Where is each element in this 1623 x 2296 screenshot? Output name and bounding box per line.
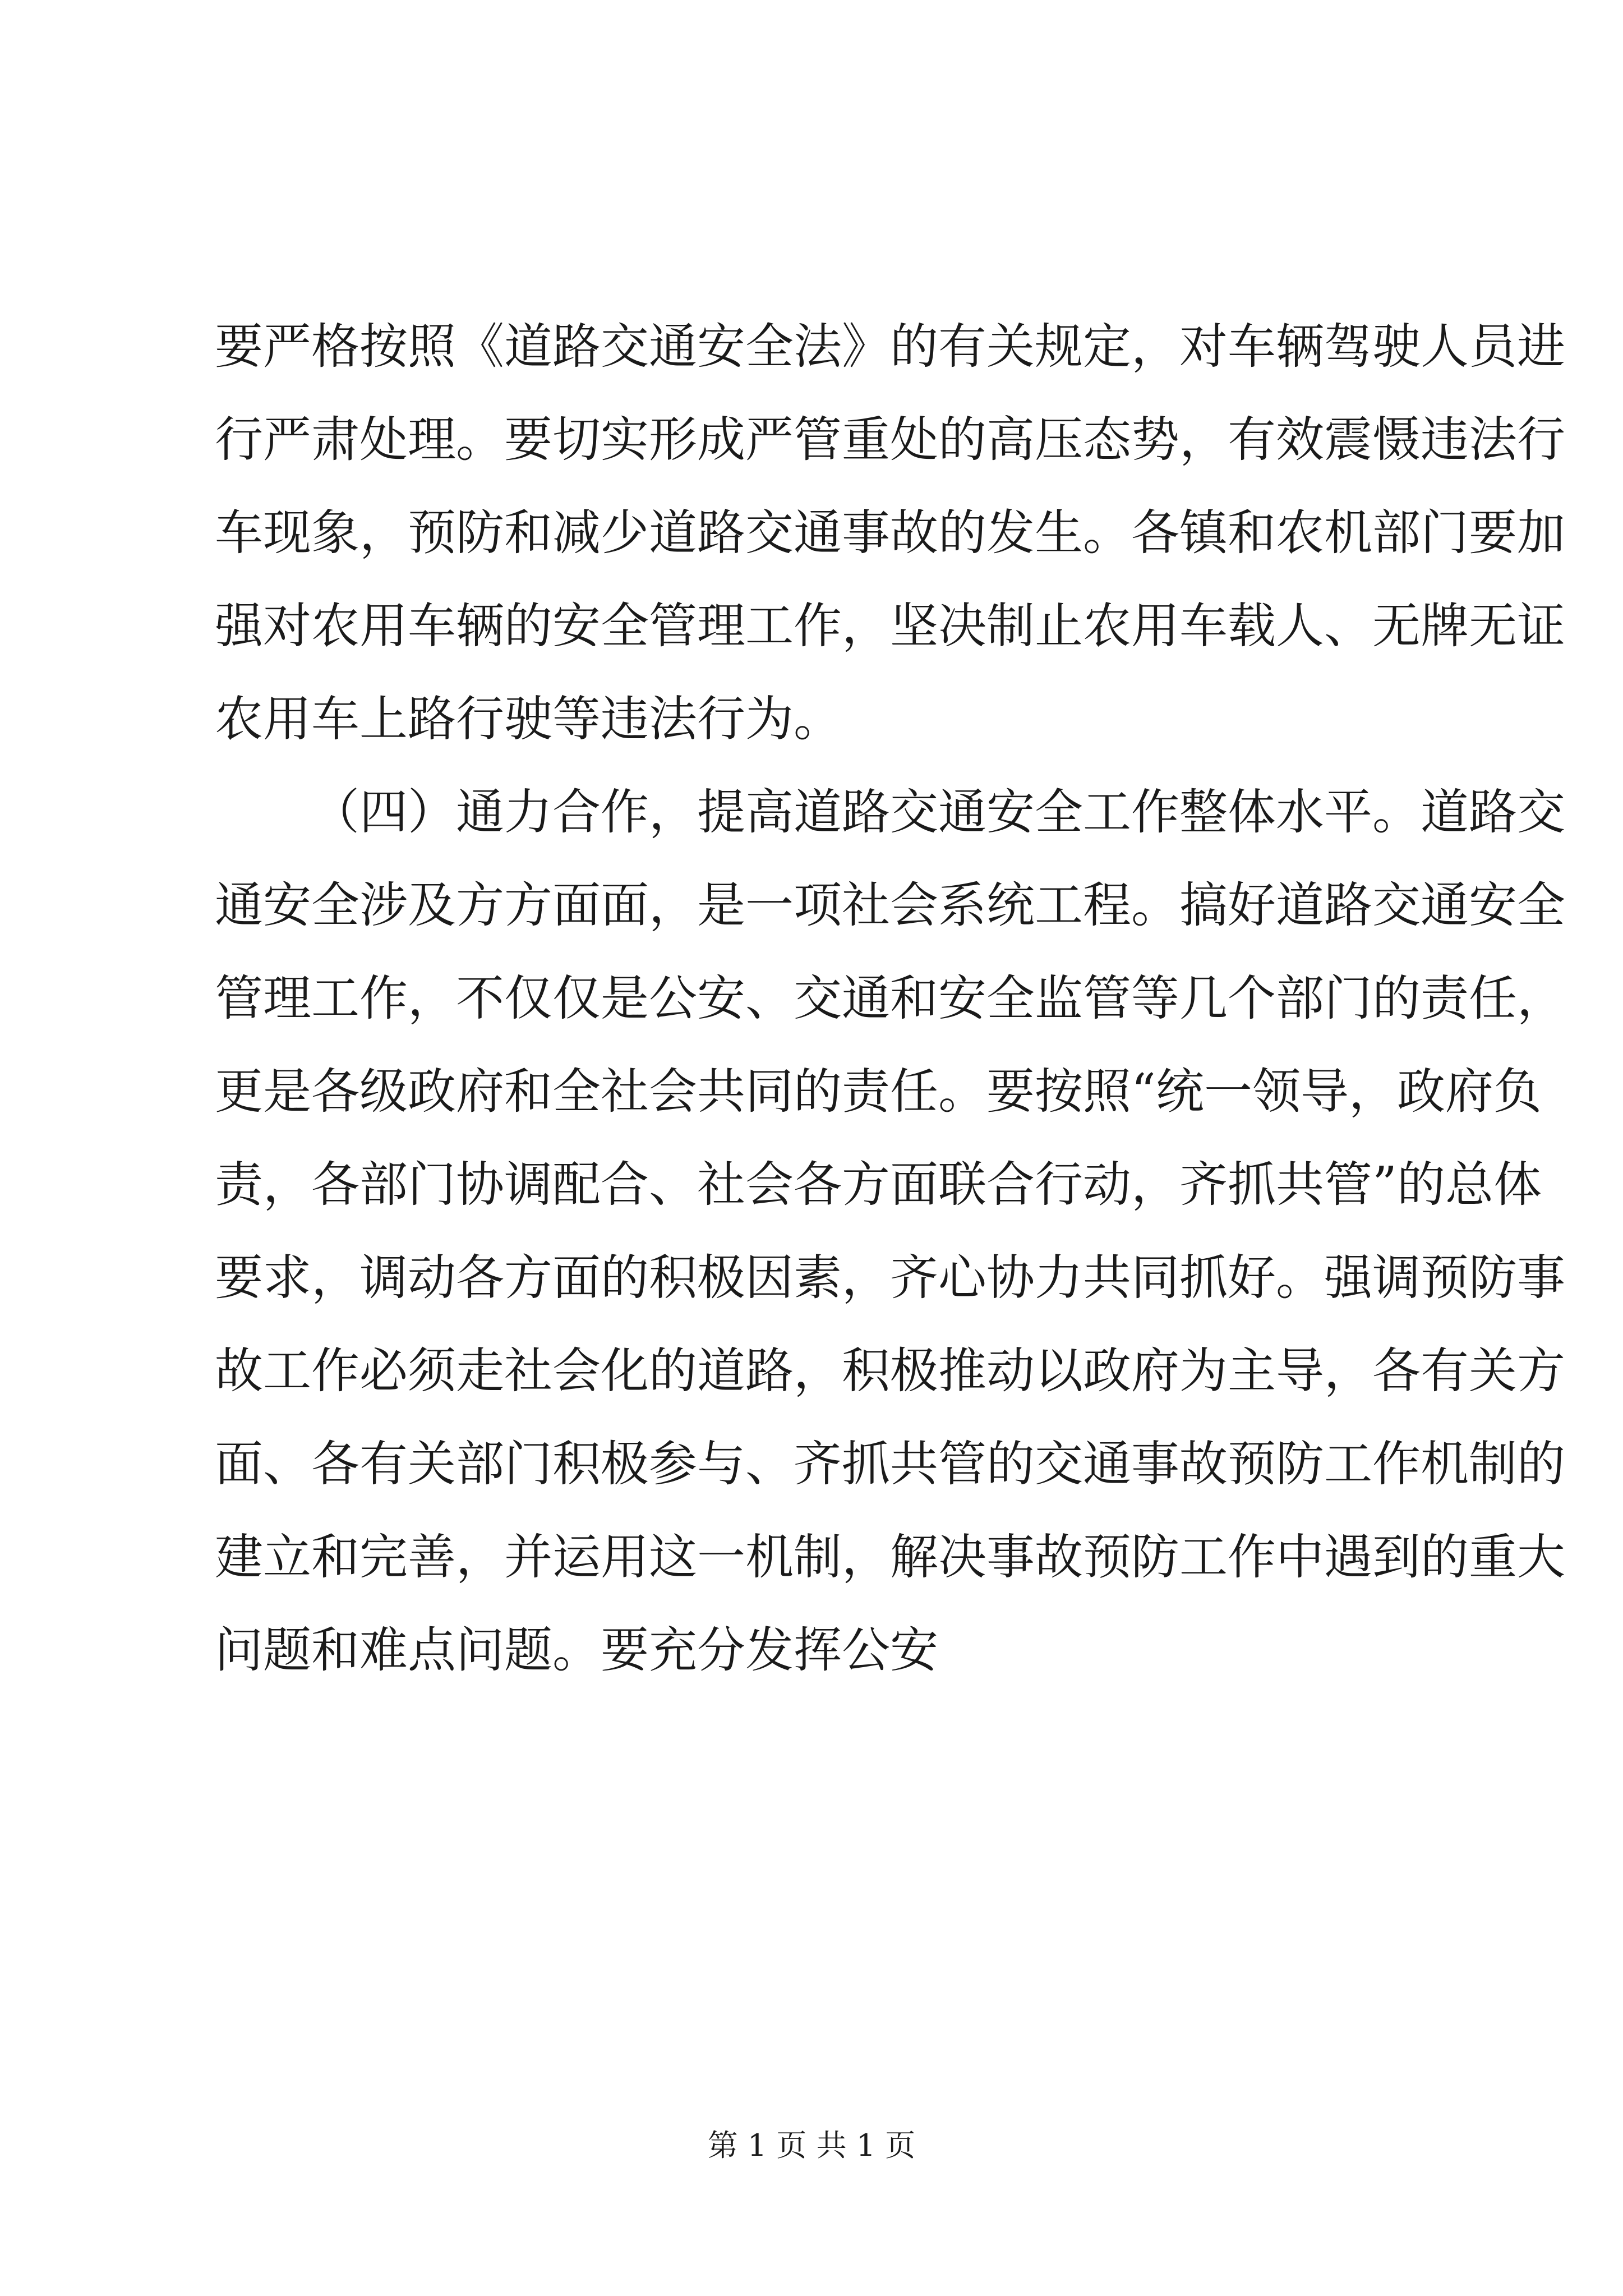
paragraph-line: 问题和难点问题。要充分发挥公安 [215, 1622, 938, 1678]
document-body [215, 300, 1565, 1697]
paragraph-line: 建立和完善，并运用这一机制，解决事故预防工作中遇到的重大 [215, 1529, 1565, 1585]
paragraph-line: 更是各级政府和全社会共同的责任。要按照“统一领导，政府负 [215, 1064, 1542, 1120]
page-number-footer: 第 1 页 共 1 页 [707, 2128, 916, 2163]
paragraph-line: 责，各部门协调配合、社会各方面联合行动，齐抓共管”的总体 [215, 1157, 1542, 1213]
paragraph-line: 要求，调动各方面的积极因素，齐心协力共同抓好。强调预防事 [215, 1250, 1565, 1306]
paragraph-line: 管理工作，不仅仅是公安、交通和安全监管等几个部门的责任， [215, 970, 1565, 1027]
paragraph-line: 车现象，预防和减少道路交通事故的发生。各镇和农机部门要加 [215, 505, 1565, 561]
paragraph-line: 故工作必须走社会化的道路，积极推动以政府为主导，各有关方 [215, 1343, 1565, 1399]
paragraph-line: （四）通力合作，提高道路交通安全工作整体水平。道路交 [311, 784, 1565, 840]
paragraph-line: 强对农用车辆的安全管理工作，坚决制止农用车载人、无牌无证 [215, 598, 1565, 654]
paragraph-line: 通安全涉及方方面面，是一项社会系统工程。搞好道路交通安全 [215, 877, 1565, 933]
paragraph-2 [215, 766, 1565, 1697]
paragraph-line: 面、各有关部门积极参与、齐抓共管的交通事故预防工作机制的 [215, 1436, 1565, 1492]
paragraph-line: 行严肃处理。要切实形成严管重处的高压态势，有效震慑违法行 [215, 412, 1565, 468]
paragraph-line: 农用车上路行驶等违法行为。 [215, 691, 842, 747]
paragraph-line: 要严格按照《道路交通安全法》的有关规定，对车辆驾驶人员进 [215, 319, 1565, 375]
paragraph-1 [215, 300, 1565, 766]
